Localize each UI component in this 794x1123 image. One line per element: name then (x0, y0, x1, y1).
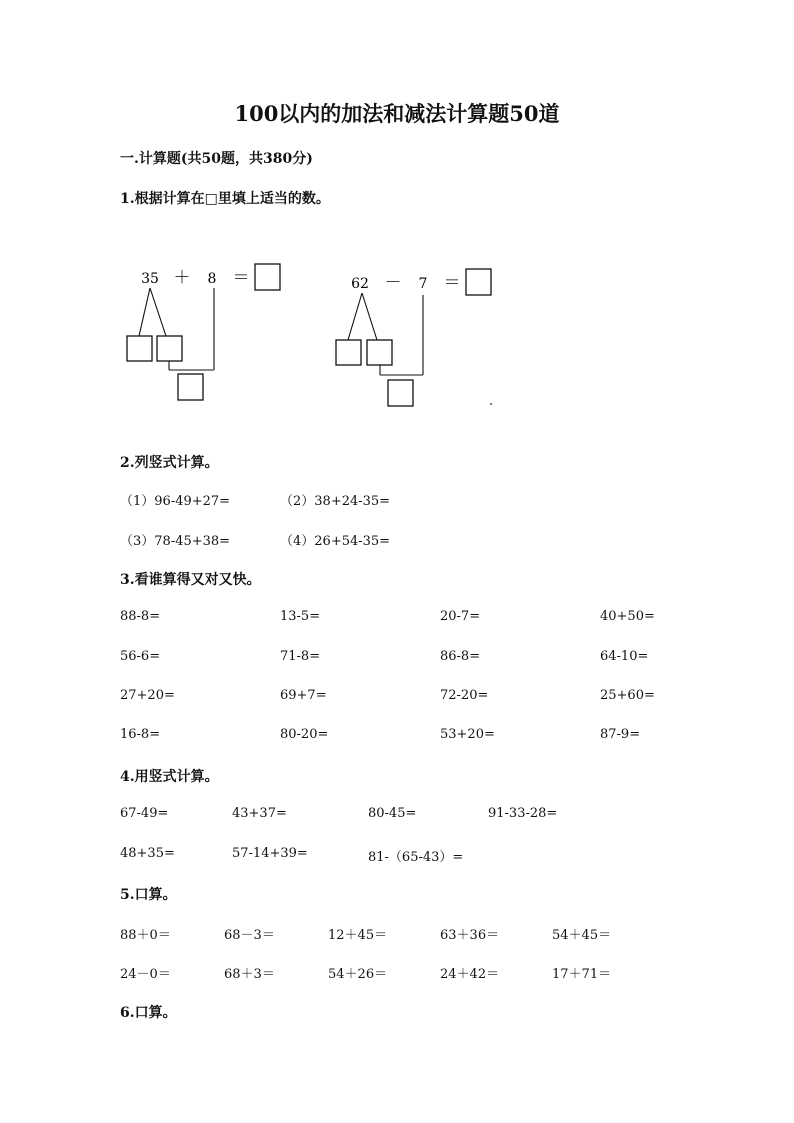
q4-problem: 43+37= (232, 806, 287, 821)
q3-problem: 64-10= (600, 649, 649, 664)
q5-problem: 17＋71＝ (552, 967, 612, 982)
diagram-left-tens-box[interactable] (127, 336, 152, 361)
q3-problem: 86-8= (440, 649, 481, 664)
q5-problem: 88＋0＝ (120, 928, 171, 943)
q4-problem: 48+35= (120, 846, 175, 861)
diagram-left-equals: ＝ (232, 268, 250, 288)
question-4-prompt: 4.用竖式计算。 (120, 769, 219, 785)
diagram-left-operator: ＋ (173, 268, 191, 288)
q5-problem: 54＋45＝ (552, 928, 612, 943)
diagram-right-result-box[interactable] (388, 380, 413, 406)
question-5-prompt: 5.口算。 (120, 887, 177, 903)
q3-problem: 80-20= (280, 727, 329, 742)
q4-problem: 91-33-28= (488, 806, 558, 821)
q5-problem: 54＋26＝ (328, 967, 388, 982)
q5-problem: 63＋36＝ (440, 928, 500, 943)
q3-problem: 69+7= (280, 688, 327, 703)
q3-problem: 88-8= (120, 609, 161, 624)
number-decomposition-diagrams (110, 250, 510, 410)
stray-dot (490, 403, 492, 405)
question-6-prompt: 6.口算。 (120, 1005, 177, 1021)
diagram-left-addend-a: 35 (141, 271, 159, 287)
q5-problem: 24－0＝ (120, 967, 171, 982)
q3-problem: 53+20= (440, 727, 495, 742)
question-3-prompt: 3.看谁算得又对又快。 (120, 572, 261, 588)
diagram-left-answer-box[interactable] (255, 264, 280, 290)
q5-problem: 24＋42＝ (440, 967, 500, 982)
diagram-left (127, 264, 280, 400)
q2-item: （2）38+24-35= (280, 494, 391, 509)
diagram-right-equals: ＝ (443, 273, 461, 293)
q2-item: （4）26+54-35= (280, 534, 391, 549)
q5-problem: 68＋3＝ (224, 967, 275, 982)
diagram-right-operator: － (384, 273, 402, 293)
page-title: 100以内的加法和减法计算题50道 (234, 101, 560, 126)
diagram-left-ones-box[interactable] (157, 336, 182, 361)
q5-problem: 12＋45＝ (328, 928, 388, 943)
diagram-left-sum-box[interactable] (178, 374, 203, 400)
q4-problem: 67-49= (120, 806, 169, 821)
question-2-prompt: 2.列竖式计算。 (120, 455, 219, 471)
diagram-right (336, 269, 491, 406)
q5-problem: 68－3＝ (224, 928, 275, 943)
q2-item: （1）96-49+27= (120, 494, 231, 509)
q3-problem: 13-5= (280, 609, 321, 624)
q3-problem: 56-6= (120, 649, 161, 664)
q3-problem: 16-8= (120, 727, 161, 742)
diagram-right-subtrahend: 7 (418, 276, 428, 292)
question-1-prompt: 1.根据计算在□里填上适当的数。 (120, 191, 330, 207)
diagram-right-tens-box[interactable] (336, 340, 361, 365)
diagram-right-answer-box[interactable] (466, 269, 491, 295)
q3-problem: 72-20= (440, 688, 489, 703)
diagram-left-addend-b: 8 (207, 271, 217, 287)
q4-problem: 57-14+39= (232, 846, 308, 861)
diagram-right-ones-box[interactable] (367, 340, 392, 365)
q2-item: （3）78-45+38= (120, 534, 231, 549)
q3-problem: 20-7= (440, 609, 481, 624)
q4-problem: 81-（65-43）= (368, 850, 464, 865)
q3-problem: 25+60= (600, 688, 655, 703)
q3-problem: 87-9= (600, 727, 641, 742)
section-heading: 一.计算题(共50题，共380分) (120, 151, 313, 167)
diagram-right-minuend: 62 (351, 276, 369, 292)
q4-problem: 80-45= (368, 806, 417, 821)
q3-problem: 27+20= (120, 688, 175, 703)
q3-problem: 40+50= (600, 609, 655, 624)
q3-problem: 71-8= (280, 649, 321, 664)
